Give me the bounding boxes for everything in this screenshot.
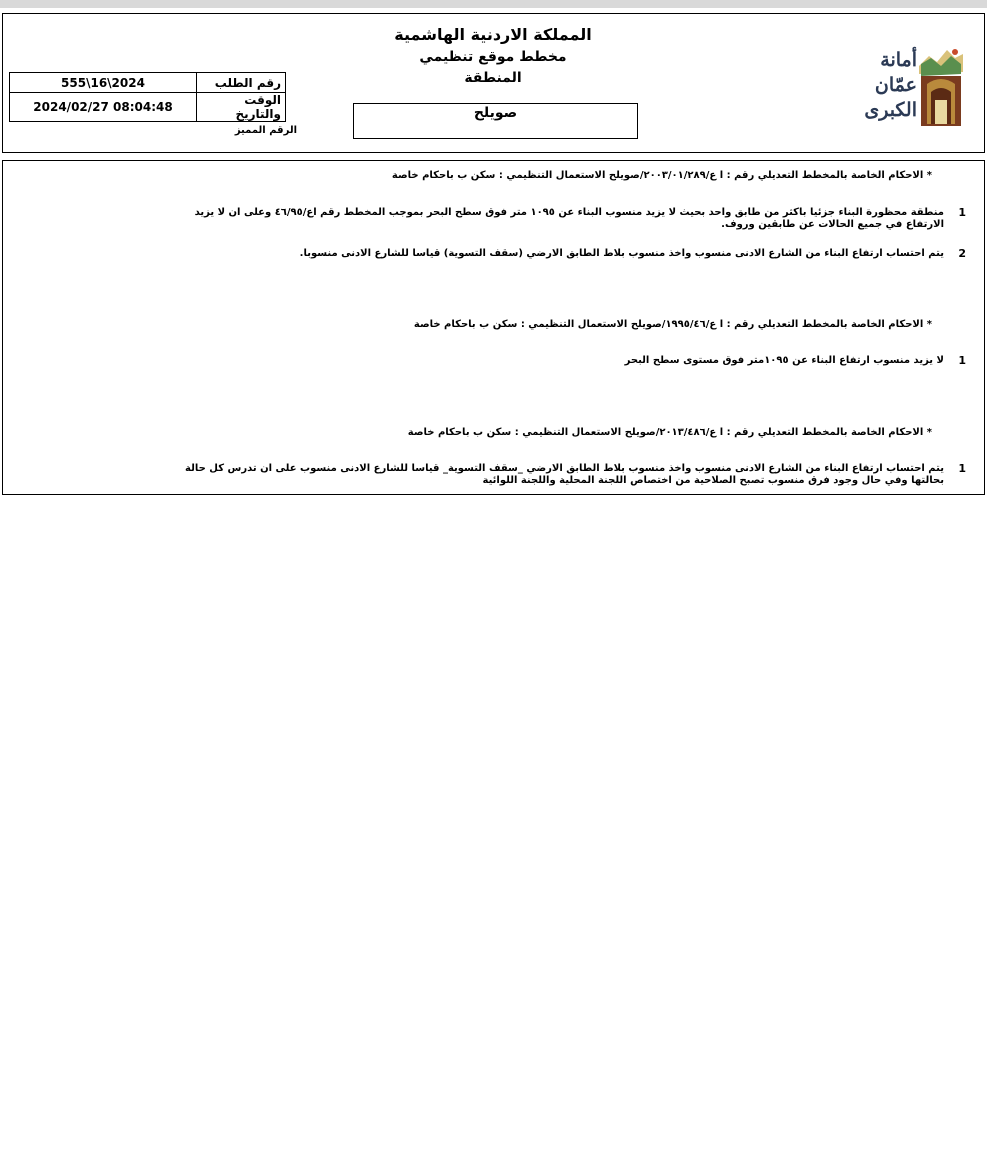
page-title: المملكة الاردنية الهاشمية [394, 25, 592, 44]
top-bar [0, 0, 987, 8]
datetime-value: 2024/02/27 08:04:48 [10, 93, 197, 122]
region-value: صويلح [473, 105, 518, 121]
logo-emblem-icon [915, 44, 965, 130]
item-number: 1 [958, 354, 966, 367]
logo-text-line-3: الكبرى [864, 99, 917, 121]
datetime-label: الوقت والتاريخ [197, 93, 286, 122]
item-text: يتم احتساب ارتفاع البناء من الشارع الادنى منسوب واخذ منسوب بلاط الطابق الارضي _سقف التسوية_ قياسا للشارع الادنى منسوب على ان تدرس كل حالة بحالتها وفي حال وجود فرق منسوب تصبح الصلاحية من اختصاص اللجنة المحلية واللجنة اللوائية [185, 463, 944, 486]
item-number: 2 [958, 247, 966, 260]
request-info-table [9, 72, 286, 122]
datetime-row [10, 93, 286, 122]
item-number: 1 [958, 462, 966, 475]
section-heading: * الاحكام الخاصة بالمخطط التعديلي رقم : ا ع/٢٠١٣/٤٨٦/صويلح الاستعمال التنظيمي : سكن ب باحكام خاصة [407, 427, 932, 438]
request-number-row [10, 73, 286, 93]
item-text: لا يزيد منسوب ارتفاع البناء عن ١٠٩٥متر فوق مستوى سطح البحر [624, 355, 944, 366]
amman-municipality-logo [853, 34, 965, 134]
list-item [300, 248, 966, 260]
item-text: يتم احتساب ارتفاع البناء من الشارع الادنى منسوب واخذ منسوب بلاط الطابق الارضي (سقف التسوية) قياسا للشارع الادنى منسوبا. [299, 248, 944, 259]
title-block [333, 24, 653, 88]
region-box [353, 103, 638, 139]
list-item [625, 355, 966, 367]
logo-text [853, 48, 917, 123]
request-number-value: 555\16\2024 [10, 73, 197, 93]
request-number-label: رقم الطلب [197, 73, 286, 93]
regulations-panel [2, 160, 985, 495]
item-number: 1 [958, 206, 966, 219]
special-number-label: الرقم المميز [234, 125, 297, 136]
logo-text-line-2: عمّان [874, 74, 917, 96]
list-item [186, 207, 966, 231]
page-subtitle: مخطط موقع تنظيمي [419, 49, 567, 65]
logo-text-line-1: أمانة [880, 49, 917, 71]
section-heading: * الاحكام الخاصة بالمخطط التعديلي رقم : ا ع/١٩٩٥/٤٦/صويلح الاستعمال التنظيمي : سكن ب باحكام خاصة [413, 319, 932, 330]
region-label: المنطقة [464, 70, 522, 86]
item-text: منطقة محظورة البناء جزئيا باكثر من طابق واحد بحيث لا يزيد منسوب البناء عن ١٠٩٥ متر فوق سطح البحر بموجب المخطط رقم اع/٤٦/٩٥ وعلى ان لا يزيد الارتفاع في جميع الحالات عن طابقين وروف. [194, 207, 944, 230]
list-item [151, 463, 966, 487]
document-header [2, 13, 985, 153]
section-heading: * الاحكام الخاصة بالمخطط التعديلي رقم : ا ع/٢٠٠٣/٠١/٢٨٩/صويلح الاستعمال التنظيمي : سكن ب باحكام خاصة [391, 170, 932, 181]
